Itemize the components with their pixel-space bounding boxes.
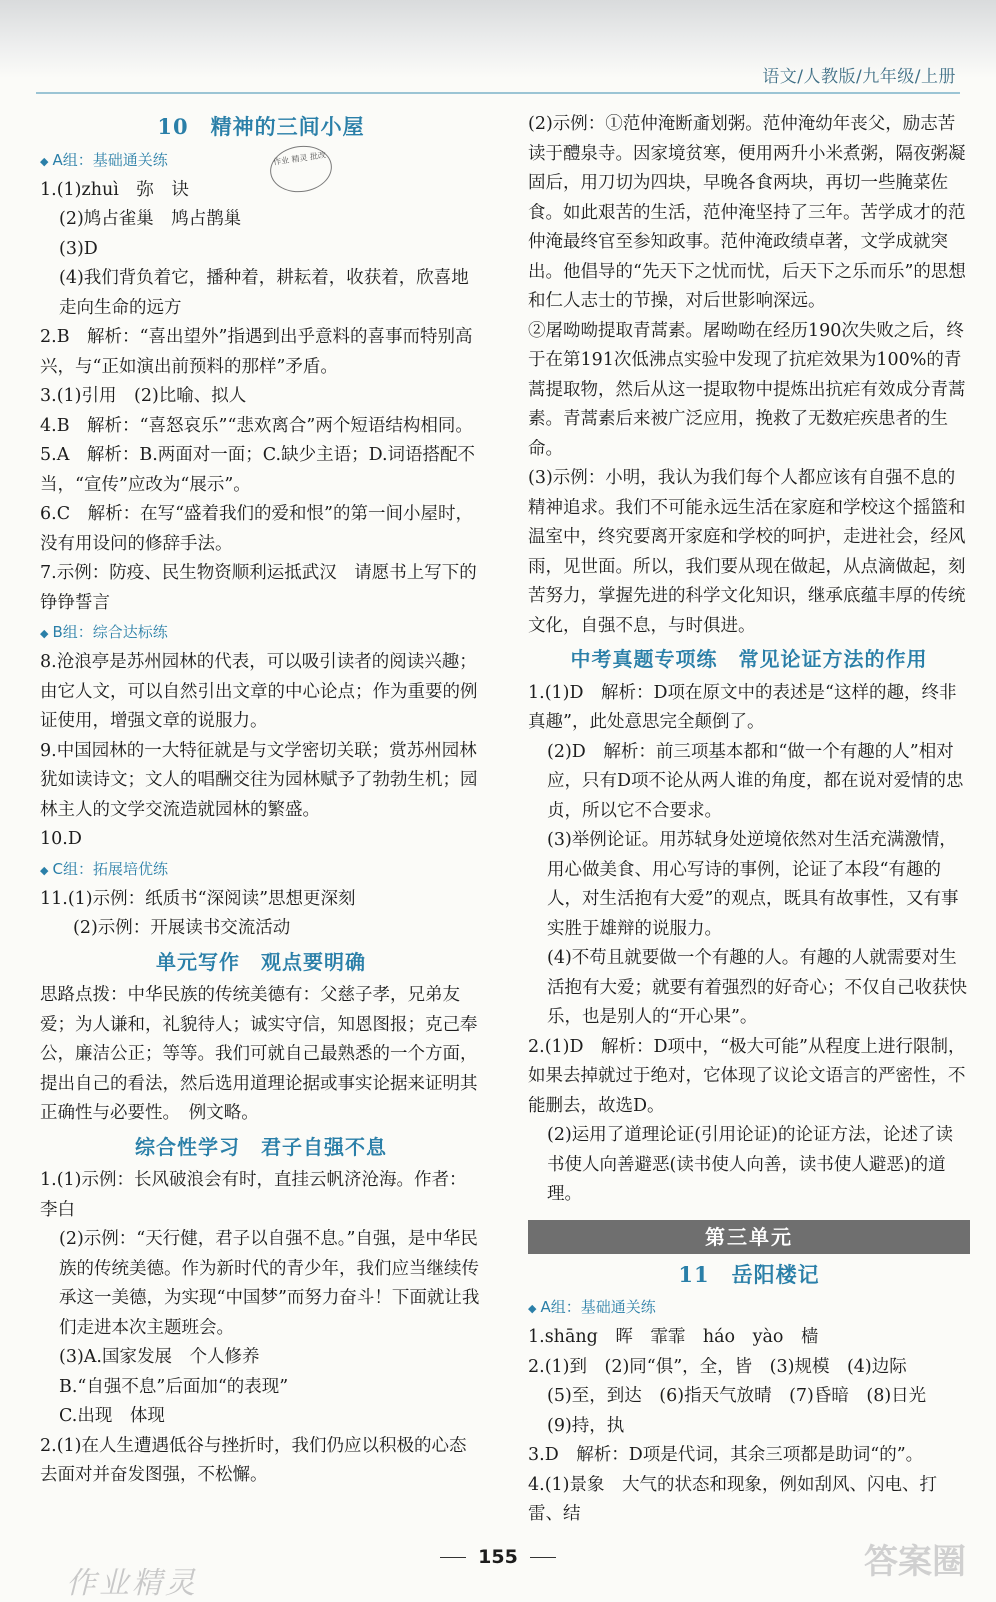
exam-answer-1-2: (2)D 解析：前三项基本都和“做一个有趣的人”相对应，只有D项不论从两人谁的角度，都在说对爱情的忠贞，所以它不合要求。	[547, 741, 964, 821]
teacher-stamp: 作业 精灵 批改	[267, 142, 335, 196]
lesson11-answer-2a: 2.(1)到 (2)同“俱”，全，皆 (3)规模 (4)边际	[528, 1356, 907, 1377]
header-rule	[36, 92, 960, 94]
integrated-answer-2-3: (3)示例：小明，我认为我们每个人都应该有自强不息的精神追求。我们不可能永远生活在家庭和学校这个摇篮和温室中，终究要离开家庭和学校的呵护，走进社会，经风雨，见世面。所以，我们要从现在做起，从点滴做起，刻苦努力，掌握先进的科学文化知识，继承底蕴丰厚的传统文化，自强不息，与时俱进。	[528, 468, 966, 636]
diamond-icon: ◆	[40, 154, 49, 168]
answer-5: 5.A 解析：B.两面对一面；C.缺少主语；D.词语搭配不当，“宣传”应改为“展示”。	[40, 445, 476, 495]
answer-11-1: 11.(1)示例：纸质书“深阅读”思想更深刻	[40, 888, 356, 909]
integrated-study-title: 综合性学习 君子自强不息	[135, 1134, 387, 1159]
diamond-icon: ◆	[40, 863, 49, 877]
integrated-answer-1-3a: (3)A.国家发展 个人修养	[59, 1347, 260, 1367]
answer-6: 6.C 解析：在写“盛着我们的爱和恨”的第一间小屋时，没有用设问的修辞手法。	[40, 504, 473, 554]
exam-answer-1-4: (4)不苟且就要做一个有趣的人。有趣的人就需要对生活抱有大爱；就要有着强烈的好奇心；不仅自己收获快乐，也是别人的“开心果”。	[547, 948, 967, 1027]
exam-answer-2-2: (2)运用了道理论证(引用论证)的论证方法，论述了读书使人向善避恶(读书使人向善，读书使人避恶)的道理。	[547, 1125, 953, 1204]
right-column	[528, 110, 970, 1530]
exam-answer-1-3: (3)举例论证。用苏轼身处逆境依然对生活充满激情，用心做美食、用心写诗的事例，论证了本段“有趣的人，对生活抱有大爱”的观点，既具有故事性，又有事实胜于雄辩的说服力。	[547, 830, 959, 939]
answer-7: 7.示例：防疫、民生物资顺利运抵武汉 请愿书上写下的铮铮誓言	[40, 563, 477, 613]
left-column	[40, 110, 482, 1491]
integrated-answer-1-2: (2)示例：“天行健，君子以自强不息。”自强，是中华民族的传统美德。作为新时代的青少年，我们应当继续传承这一美德，为实现“中国梦”而努力奋斗！下面就让我们走进本次主题班会。	[59, 1229, 480, 1338]
answer-2: 2.B 解析：“喜出望外”指遇到出乎意料的喜事而特别高兴，与“正如演出前预料的那样”矛盾。	[40, 327, 473, 377]
lesson-10-title: 10 精神的三间小屋	[157, 114, 365, 139]
group-b-heading: ◆ B组：综合达标练	[40, 620, 482, 646]
answer-8: 8.沧浪亭是苏州园林的代表，可以吸引读者的阅读兴趣；由它人文，可以自然引出文章的中心论点；作为重要的例证使用，增强文章的说服力。	[40, 652, 478, 731]
writing-section-title: 单元写作 观点要明确	[156, 949, 366, 974]
page-number: 155	[0, 1546, 996, 1568]
answer-11-2: (2)示例：开展读书交流活动	[73, 918, 291, 938]
group-c-heading: ◆ C组：拓展培优练	[40, 857, 482, 883]
integrated-answer-2-1: 2.(1)在人生遭遇低谷与挫折时，我们仍应以积极的心态去面对并奋发图强，不松懈。	[40, 1435, 467, 1485]
group-a-heading: ◆ A组：基础通关练	[40, 148, 482, 174]
integrated-answer-2-2: (2)示例：①范仲淹断齑划粥。范仲淹幼年丧父，励志苦读于醴泉寺。因家境贫寒，便用两升小米煮粥，隔夜粥凝固后，用刀切为四块，早晚各食两块，再切一些腌菜佐食。如此艰苦的生活，范仲淹坚持了三年。苦学成才的范仲淹最终官至参知政事。范仲淹政绩卓著，文学成就突出。他倡导的“先天下之忧而忧，后天下之乐而乐”的思想和仁人志士的节操，对后世影响深远。	[528, 114, 966, 311]
answer-10: 10.D	[40, 829, 82, 849]
exam-answer-1-1: 1.(1)D 解析：D项在原文中的表述是“这样的趣，终非真趣”，此处意思完全颠倒了。	[528, 682, 957, 732]
answer-1-2: (2)鸠占雀巢 鸠占鹊巢	[59, 209, 242, 229]
group-a2-heading: ◆ A组：基础通关练	[528, 1295, 970, 1321]
answer-4: 4.B 解析：“喜怒哀乐”“悲欢离合”两个短语结构相同。	[40, 415, 473, 436]
exam-answer-2-1: 2.(1)D 解析：D项中，“极大可能”从程度上进行限制，如果去掉就过于绝对，它体现了议论文语言的严密性，不能删去，故选D。	[528, 1036, 966, 1116]
lesson11-answer-2b: (5)至，到达 (6)指天气放晴 (7)昏暗 (8)日光	[547, 1386, 927, 1406]
watermark-left: 作业精灵	[66, 1566, 198, 1601]
lesson11-answer-1: 1.shāng 晖 霏霏 háo yào 樯	[528, 1327, 819, 1347]
lesson-11-title: 11 岳阳楼记	[678, 1261, 820, 1287]
answer-1-4: (4)我们背负着它，播种着，耕耘着，收获着，欣喜地走向生命的远方	[59, 268, 469, 318]
integrated-answer-1-1: 1.(1)示例：长风破浪会有时，直挂云帆济沧海。作者：李白	[40, 1170, 467, 1220]
answer-9: 9.中国园林的一大特征就是与文学密切关联；赏苏州园林犹如读诗文；文人的唱酬交往为园林赋予了勃勃生机；园林主人的文学交流造就园林的繁盛。	[40, 740, 478, 820]
watermark-right: 答案圈	[864, 1542, 966, 1582]
integrated-answer-1-3c: C.出现 体现	[59, 1406, 165, 1426]
subject-label: 语文/人教版/九年级/上册	[762, 67, 956, 87]
diamond-icon: ◆	[528, 1302, 537, 1315]
integrated-answer-2-2b: ②屠呦呦提取青蒿素。屠呦呦在经历190次失败之后，终于在第191次低沸点实验中发现了抗疟效果为100%的青蒿提取物，然后从这一提取物中提炼出抗疟有效成分青蒿素。青蒿素后来被广泛应用，挽救了无数疟疾患者的生命。	[528, 320, 966, 459]
diamond-icon: ◆	[40, 627, 49, 640]
lesson11-answer-4: 4.(1)景象 大气的状态和现象，例如刮风、闪电、打雷、结	[528, 1474, 937, 1524]
lesson11-answer-2c: (9)持，执	[547, 1415, 625, 1436]
lesson11-answer-3: 3.D 解析：D项是代词，其余三项都是助词“的”。	[528, 1445, 924, 1465]
answer-3: 3.(1)引用 (2)比喻、拟人	[40, 386, 247, 406]
writing-guidance: 思路点拨：中华民族的传统美德有：父慈子孝，兄弟友爱；为人谦和，礼貌待人；诚实守信，知恩图报；克己奉公，廉洁公正；等等。我们可就自己最熟悉的一个方面，提出自己的看法，然后选用道理论据或事实论据来证明其正确性与必要性。 例文略。	[40, 985, 478, 1123]
answer-1-3: (3)D	[59, 238, 98, 259]
answer-1-1: 1.(1)zhuì 弥 诀	[40, 179, 189, 200]
integrated-answer-1-3b: B.“自强不息”后面加“的表现”	[59, 1376, 289, 1397]
exam-practice-title: 中考真题专项练 常见论证方法的作用	[570, 647, 928, 671]
unit-3-banner: 第三单元	[528, 1220, 970, 1254]
